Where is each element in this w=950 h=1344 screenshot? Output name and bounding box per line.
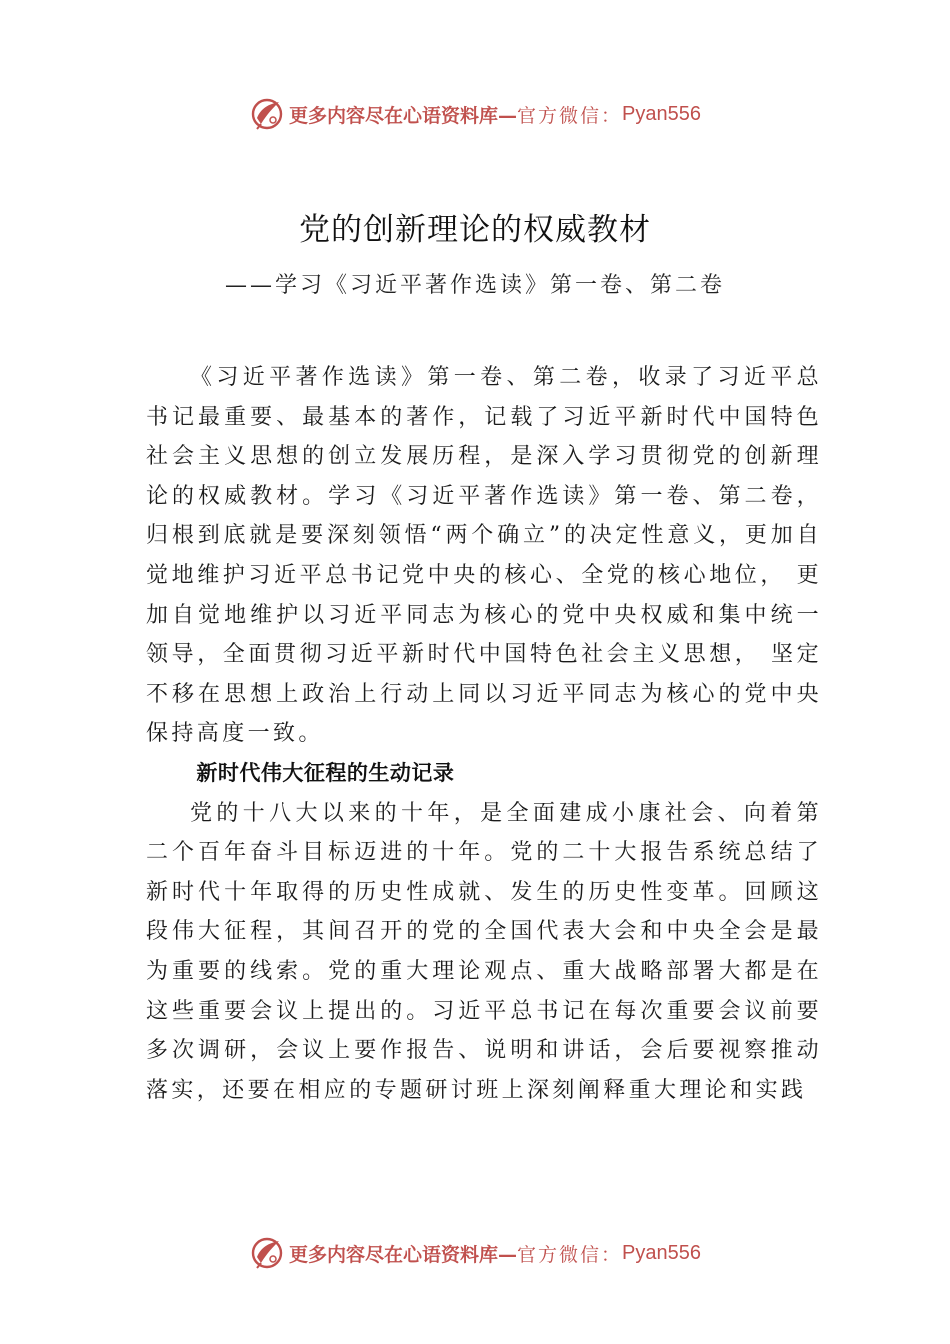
banner-slogan: 更多内容尽在心语资料库—: [289, 1243, 518, 1266]
banner-wechat-label: 官方微信：: [517, 104, 623, 127]
footer-banner: [0, 1233, 950, 1273]
banner-wechat-label: 官方微信：: [517, 1243, 623, 1266]
article-body: [146, 358, 822, 1110]
page-title: 党的创新理论的权威教材: [299, 212, 651, 248]
pen-logo-icon: [249, 96, 285, 132]
page-subtitle: ——学习《习近平著作选读》第一卷、第二卷: [224, 273, 725, 298]
paragraph-intro: 《习近平著作选读》第一卷、第二卷，收录了习近平总书记最重要、最基本的著作，记载了习近平新时代中国特色社会主义思想的创立发展历程，是深入学习贯彻党的创新理论的权威教材。学习《习近平著作选读》第一卷、第二卷， 归根到底就是要深刻领悟“两个确立”的决定性意义，更加自觉地维护习近平总书记党中央的核心、全党的核心地位， 更加自觉地维护以习近平同志为核心的党中央权威和集中统一领导，全面贯彻习近平新时代中国特色社会主义思想， 坚定不移在思想上政治上行动上同以习近平同志为核心的党中央保持高度一致。: [146, 365, 822, 747]
pen-logo-icon: [249, 1235, 285, 1271]
section-heading: 新时代伟大征程的生动记录: [196, 760, 455, 785]
paragraph-section-1: 党的十八大以来的十年，是全面建成小康社会、向着第二个百年奋斗目标迈进的十年。党的二十大报告系统总结了新时代十年取得的历史性成就、发生的历史性变革。回顾这段伟大征程，其间召开的党的全国代表大会和中央全会是最为重要的线索。党的重大理论观点、重大战略部署大都是在这些重要会议上提出的。习近平总书记在每次重要会议前要多次调研，会议上要作报告、说明和讲话，会后要视察推动落实，还要在相应的专题研讨班上深刻阐释重大理论和实践: [146, 800, 822, 1103]
banner-slogan: 更多内容尽在心语资料库—: [289, 104, 518, 127]
banner-wechat-id: Pyan556: [622, 102, 701, 125]
banner-wechat-id: Pyan556: [622, 1241, 701, 1264]
header-banner: [0, 94, 950, 134]
